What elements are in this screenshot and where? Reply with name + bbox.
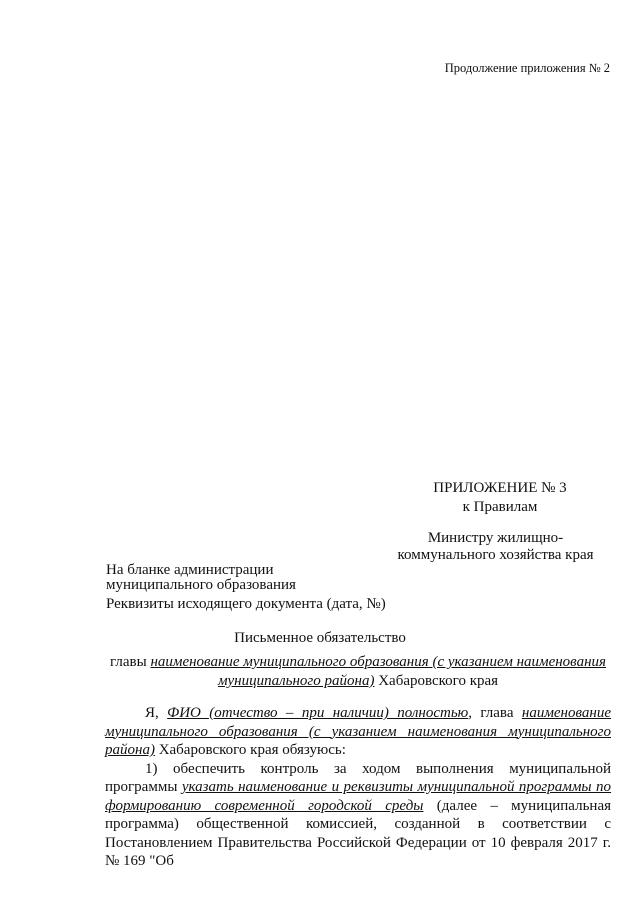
recipient-line-2: коммунального хозяйства края: [397, 547, 594, 563]
document-title: Письменное обязательство: [234, 630, 406, 646]
p2-prefix: 1) обеспечить контроль за ходом выполнения муниципальной программы: [105, 760, 611, 795]
p2-suffix: (далее – муниципальная программа) общественной комиссией, созданной в соответствии с Постановлением Правительства Российской Федерации от 10 февраля 2017 г. № 169 "Об: [105, 797, 612, 869]
appendix-subtitle: к Правилам: [462, 499, 538, 515]
sender-line-1: На бланке администрации: [106, 562, 274, 578]
requisites-line: Реквизиты исходящего документа (дата, №): [106, 596, 386, 612]
recipient-block: [380, 530, 611, 564]
body-paragraph-1: [105, 704, 611, 760]
sender-block: [106, 563, 296, 593]
p1-middle: , глава: [468, 705, 522, 721]
subtitle-municipality-fill: наименование муниципального образования (с указанием наименования муниципального района): [150, 654, 607, 689]
body-paragraph-2: [105, 760, 611, 871]
appendix-block: [400, 479, 600, 517]
program-fill: указать наименование и реквизиты муниципальной программы по формированию современной городской среды: [105, 779, 611, 814]
continuation-note: Продолжение приложения № 2: [444, 61, 610, 75]
p1-suffix: Хабаровского края обязуюсь:: [154, 742, 346, 758]
appendix-title: ПРИЛОЖЕНИЕ № 3: [433, 480, 567, 496]
municipality-fill: наименование муниципального образования (с указанием наименования муниципального района): [105, 705, 611, 758]
subtitle-prefix: главы: [109, 654, 151, 670]
p1-prefix: Я,: [145, 705, 168, 721]
document-subtitle: [105, 653, 611, 691]
fio-fill: ФИО (отчество – при наличии) полностью: [167, 705, 469, 721]
document-body: [105, 704, 611, 871]
sender-line-2: муниципального образования: [106, 577, 296, 593]
recipient-line-1: Министру жилищно-: [427, 530, 564, 546]
subtitle-suffix: Хабаровского края: [374, 673, 499, 689]
